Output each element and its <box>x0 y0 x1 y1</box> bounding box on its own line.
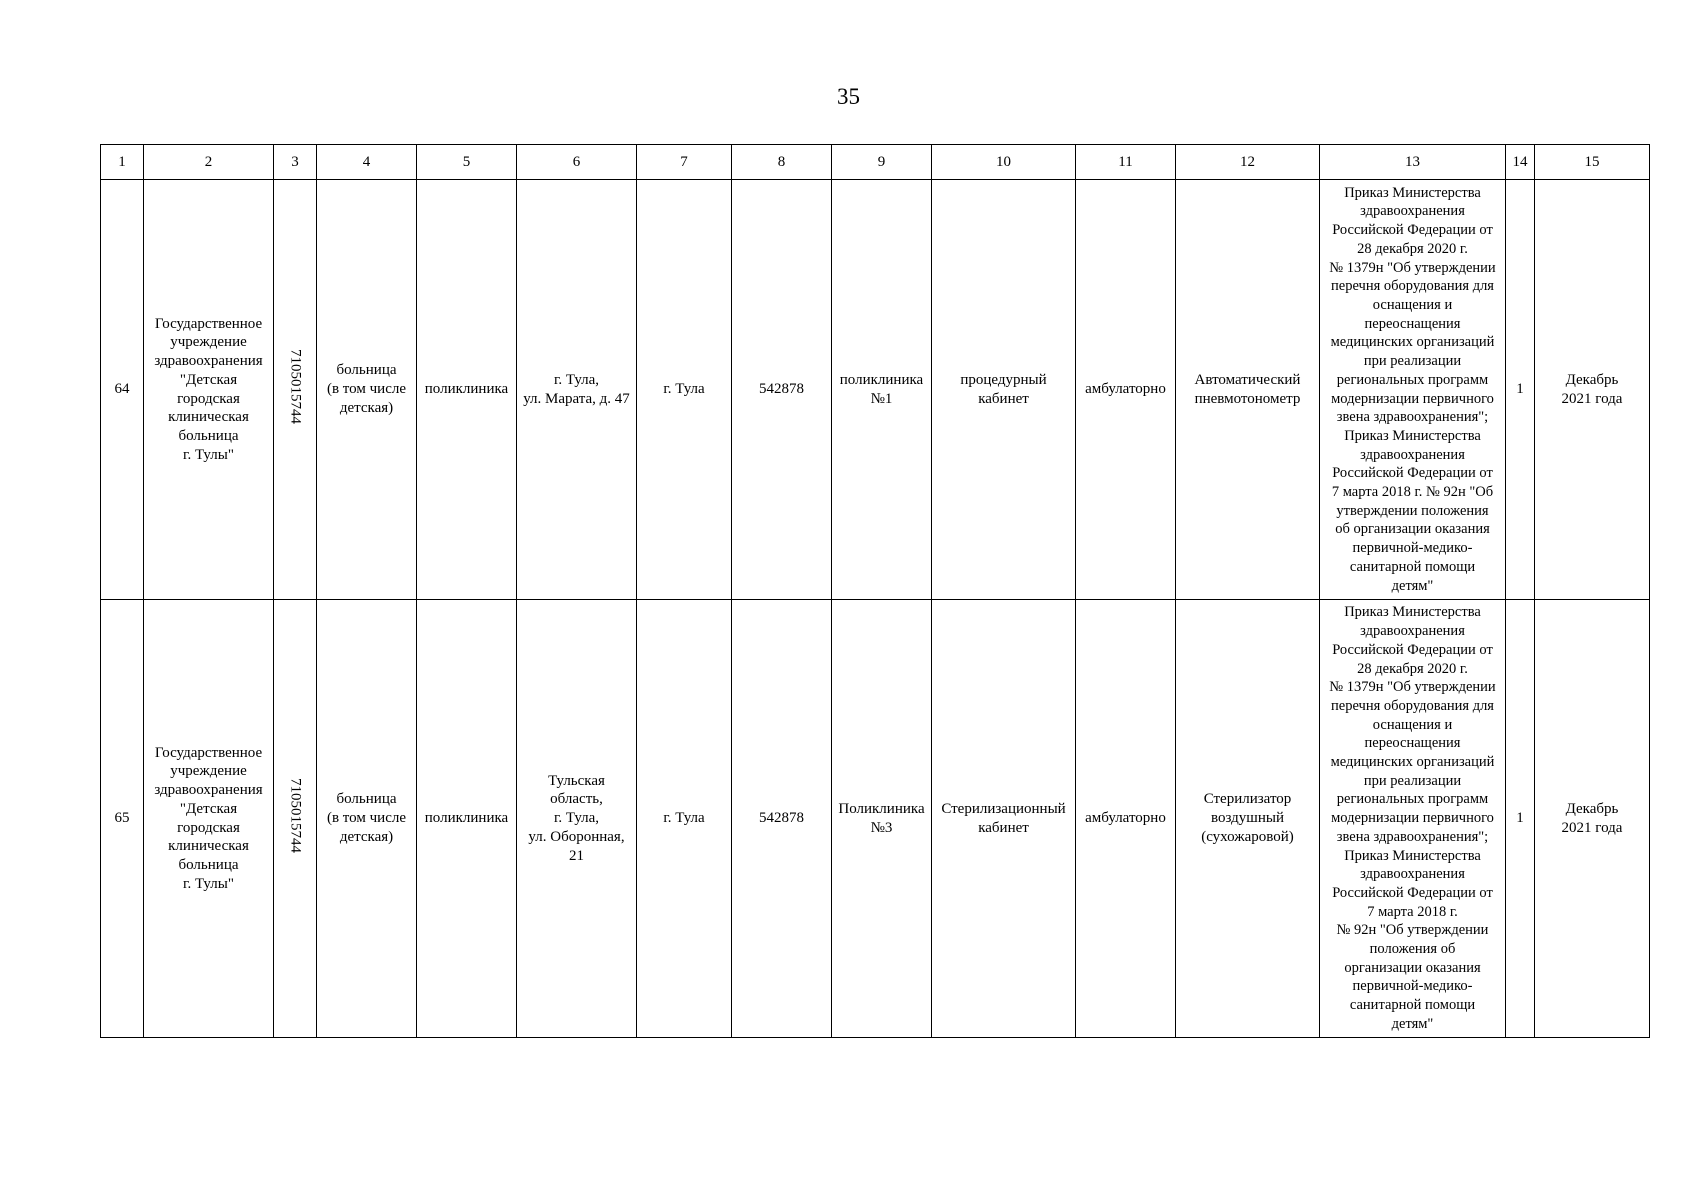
settlement: г. Тула <box>637 180 732 600</box>
column-header: 9 <box>832 145 932 180</box>
text-line: городская <box>177 390 240 407</box>
page-number: 35 <box>837 84 860 109</box>
equipment-table <box>100 144 1650 1038</box>
column-header: 1 <box>101 145 144 180</box>
unit-type: поликлиника <box>417 180 517 600</box>
row-number: 65 <box>101 600 144 1038</box>
text-line: г. Тула, <box>553 810 600 827</box>
legal-basis <box>1320 180 1506 600</box>
column-header: 10 <box>932 145 1076 180</box>
inn-text: 7105015744 <box>287 349 304 425</box>
text-line: (в том числе <box>326 381 406 398</box>
text-line: первичной-медико- <box>1352 540 1473 557</box>
text-line: перечня оборудования для <box>1331 278 1494 295</box>
text-line: "Детская <box>179 800 238 817</box>
subdivision <box>832 600 932 1038</box>
text-line: г. Тулы" <box>183 875 234 892</box>
text-line: Государственное <box>154 315 263 332</box>
column-header: 5 <box>417 145 517 180</box>
text-line: область, <box>550 791 603 808</box>
column-header: 13 <box>1320 145 1506 180</box>
text-line: клиническая <box>168 409 249 426</box>
text-line: №3 <box>870 819 893 836</box>
text-line: положения об <box>1369 941 1456 958</box>
text-line: санитарной помощи <box>1349 997 1476 1014</box>
text-line: (сухожаровой) <box>1201 828 1294 845</box>
text-line: г. Тулы" <box>183 446 234 463</box>
text-line: об организации оказания <box>1335 521 1490 538</box>
column-header: 2 <box>144 145 274 180</box>
text-line: Автоматический <box>1194 371 1301 388</box>
text-line: 2021 года <box>1561 819 1623 836</box>
column-header: 3 <box>274 145 317 180</box>
organization-name <box>144 600 274 1038</box>
text-line: (в том числе <box>326 810 406 827</box>
text-line: ул. Марата, д. 47 <box>523 390 630 407</box>
text-line: больница <box>336 362 397 379</box>
text-line: Государственное <box>154 744 263 761</box>
text-line: Российской Федерации от <box>1332 884 1493 901</box>
inn-text: 7105015744 <box>287 778 304 854</box>
settlement: г. Тула <box>637 600 732 1038</box>
text-line: перечня оборудования для <box>1331 697 1494 714</box>
text-line: здравоохранения <box>1360 203 1465 220</box>
column-header: 8 <box>732 145 832 180</box>
text-line: первичной-медико- <box>1352 978 1473 995</box>
equipment <box>1176 600 1320 1038</box>
text-line: учреждение <box>170 334 247 351</box>
care-condition: амбулаторно <box>1076 180 1176 600</box>
text-line: модернизации первичного <box>1331 810 1494 827</box>
text-line: здравоохранения <box>1360 446 1465 463</box>
care-condition: амбулаторно <box>1076 600 1176 1038</box>
text-line: Приказ Министерства <box>1344 184 1481 201</box>
text-line: детская) <box>339 828 394 845</box>
text-line: ул. Оборонная, <box>528 828 625 845</box>
column-header: 7 <box>637 145 732 180</box>
text-line: №1 <box>870 390 893 407</box>
text-line: воздушный <box>1211 810 1284 827</box>
text-line: здравоохранения <box>1360 866 1465 883</box>
text-line: медицинских организаций <box>1330 334 1495 351</box>
text-line: Поликлиника <box>838 800 925 817</box>
text-line: Стерилизатор <box>1203 791 1292 808</box>
text-line: 2021 года <box>1561 390 1623 407</box>
column-header: 6 <box>517 145 637 180</box>
legal-basis <box>1320 600 1506 1038</box>
text-line: детская) <box>339 399 394 416</box>
text-line: поликлиника <box>839 371 924 388</box>
column-header: 15 <box>1535 145 1650 180</box>
text-line: Приказ Министерства <box>1344 427 1481 444</box>
address <box>517 600 637 1038</box>
organization-name <box>144 180 274 600</box>
text-line: оснащения и <box>1372 296 1453 313</box>
text-line: № 1379н "Об утверждении <box>1329 259 1496 276</box>
text-line: звена здравоохранения"; <box>1336 828 1489 845</box>
code: 542878 <box>732 600 832 1038</box>
text-line: здравоохранения <box>1360 623 1465 640</box>
column-header: 4 <box>317 145 417 180</box>
text-line: организации оказания <box>1344 959 1481 976</box>
text-line: звена здравоохранения"; <box>1336 409 1489 426</box>
address <box>517 180 637 600</box>
text-line: переоснащения <box>1364 315 1461 332</box>
text-line: больница <box>178 427 239 444</box>
text-line: Российской Федерации от <box>1332 465 1493 482</box>
text-line: Стерилизационный <box>941 800 1066 817</box>
text-line: здравоохранения <box>154 353 263 370</box>
header-row <box>101 145 1650 180</box>
text-line: г. Тула, <box>553 371 600 388</box>
text-line: больница <box>178 856 239 873</box>
text-line: 7 марта 2018 г. <box>1367 903 1458 920</box>
text-line: № 92н "Об утверждении <box>1336 922 1489 939</box>
text-line: детям" <box>1391 1015 1434 1032</box>
text-line: клиническая <box>168 838 249 855</box>
text-line: Приказ Министерства <box>1344 604 1481 621</box>
text-line: оснащения и <box>1372 716 1453 733</box>
text-line: 28 декабря 2020 г. <box>1357 660 1468 677</box>
code: 542878 <box>732 180 832 600</box>
quantity: 1 <box>1506 600 1535 1038</box>
quantity: 1 <box>1506 180 1535 600</box>
column-header: 12 <box>1176 145 1320 180</box>
text-line: утверждении положения <box>1336 502 1489 519</box>
text-line: Тульская <box>548 772 605 789</box>
text-line: переоснащения <box>1364 735 1461 752</box>
text-line: здравоохранения <box>154 782 263 799</box>
text-line: 28 декабря 2020 г. <box>1357 240 1468 257</box>
equipment <box>1176 180 1320 600</box>
text-line: Декабрь <box>1565 800 1619 817</box>
text-line: детям" <box>1391 577 1434 594</box>
table-row <box>101 600 1650 1038</box>
organization-type <box>317 600 417 1038</box>
organization-inn <box>274 600 317 1038</box>
text-line: при реализации <box>1363 772 1462 789</box>
deadline <box>1535 180 1650 600</box>
text-line: Приказ Министерства <box>1344 847 1481 864</box>
text-line: Декабрь <box>1565 371 1619 388</box>
organization-inn <box>274 180 317 600</box>
text-line: пневмотонометр <box>1194 390 1301 407</box>
text-line: 21 <box>569 847 584 864</box>
table-row <box>101 180 1650 600</box>
text-line: региональных программ <box>1336 371 1489 388</box>
text-line: медицинских организаций <box>1330 754 1495 771</box>
text-line: 7 марта 2018 г. № 92н "Об <box>1331 484 1494 501</box>
text-line: при реализации <box>1363 353 1462 370</box>
text-line: модернизации первичного <box>1331 390 1494 407</box>
text-line: кабинет <box>978 819 1029 836</box>
text-line: городская <box>177 819 240 836</box>
text-line: Российской Федерации от <box>1332 641 1493 658</box>
text-line: № 1379н "Об утверждении <box>1329 679 1496 696</box>
organization-type <box>317 180 417 600</box>
column-header: 11 <box>1076 145 1176 180</box>
text-line: региональных программ <box>1336 791 1489 808</box>
text-line: больница <box>336 791 397 808</box>
subdivision <box>832 180 932 600</box>
text-line: процедурный <box>960 371 1047 388</box>
room <box>932 180 1076 600</box>
text-line: учреждение <box>170 763 247 780</box>
room <box>932 600 1076 1038</box>
text-line: санитарной помощи <box>1349 558 1476 575</box>
text-line: Российской Федерации от <box>1332 222 1493 239</box>
text-line: "Детская <box>179 371 238 388</box>
text-line: кабинет <box>978 390 1029 407</box>
row-number: 64 <box>101 180 144 600</box>
deadline <box>1535 600 1650 1038</box>
unit-type: поликлиника <box>417 600 517 1038</box>
column-header: 14 <box>1506 145 1535 180</box>
